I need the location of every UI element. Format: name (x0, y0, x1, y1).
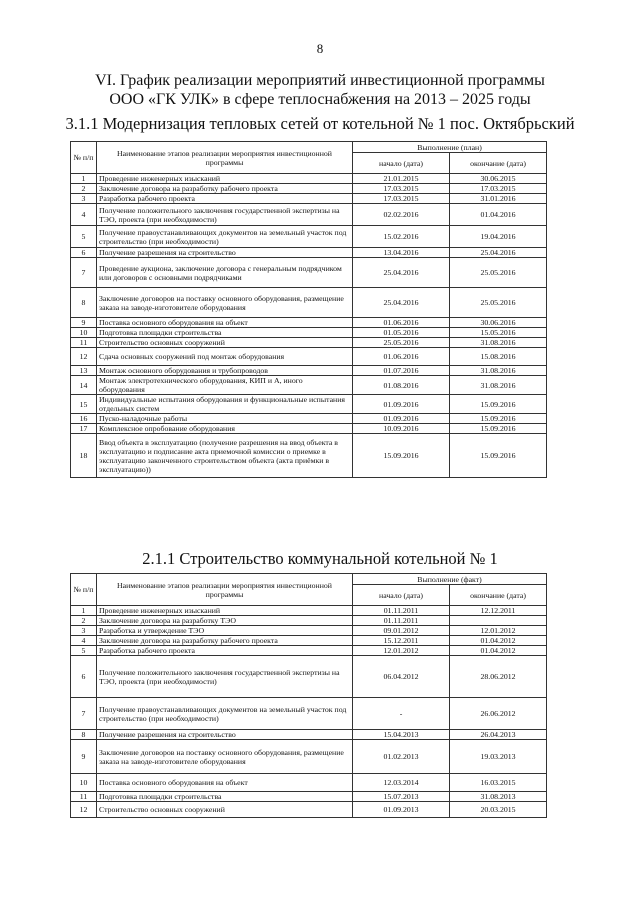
row-end-date: 15.05.2016 (450, 328, 547, 338)
table-row (71, 606, 547, 616)
title-line-1: VI. График реализации мероприятий инвестиционной программы (95, 72, 545, 89)
row-start-date: 01.05.2016 (353, 328, 450, 338)
col-header-execution: Выполнение (факт) (353, 574, 547, 585)
table-row (71, 792, 547, 802)
table-row (71, 366, 547, 376)
page-number: 8 (316, 41, 324, 56)
row-stage-name: Получение разрешения на строительство (97, 248, 353, 258)
row-stage-name: Подготовка площадки строительства (97, 792, 353, 802)
row-stage-name: Заключение договоров на поставку основного оборудования, размещение заказа на заводе-изготовителе оборудования (97, 288, 353, 318)
row-number: 7 (71, 698, 97, 730)
row-end-date: 31.08.2016 (450, 338, 547, 348)
row-stage-name: Ввод объекта в эксплуатацию (получение разрешения на ввод объекта в эксплуатацию и подписание акта приемочной комиссии о приемке в эксплуатацию законченного строительством объекта (акта приёмки в эксплуатацию)) (97, 434, 353, 478)
table-row (71, 328, 547, 338)
row-stage-name: Комплексное опробование оборудования (97, 424, 353, 434)
row-end-date: 20.03.2015 (450, 802, 547, 818)
row-end-date: 17.03.2015 (450, 184, 547, 194)
table-row (71, 802, 547, 818)
row-stage-name: Заключение договора на разработку рабочего проекта (97, 184, 353, 194)
row-start-date: 01.02.2013 (353, 740, 450, 774)
row-stage-name: Разработка и утверждение ТЭО (97, 626, 353, 636)
row-end-date: 12.12.2011 (450, 606, 547, 616)
row-start-date: 25.05.2016 (353, 338, 450, 348)
table-row (71, 288, 547, 318)
table-row (71, 204, 547, 226)
document-title (0, 71, 640, 109)
row-number: 2 (71, 184, 97, 194)
table-row (71, 626, 547, 636)
row-number: 16 (71, 414, 97, 424)
row-number: 10 (71, 328, 97, 338)
table-row (71, 656, 547, 698)
row-end-date: 25.05.2016 (450, 288, 547, 318)
row-end-date: 12.01.2012 (450, 626, 547, 636)
row-number: 14 (71, 376, 97, 395)
table-row (71, 318, 547, 328)
row-number: 2 (71, 616, 97, 626)
row-stage-name: Получение положительного заключения государственной экспертизы на ТЭО, проекта (при необходимости) (97, 204, 353, 226)
row-end-date: 25.04.2016 (450, 248, 547, 258)
table-row (71, 338, 547, 348)
row-start-date: 15.07.2013 (353, 792, 450, 802)
table-row (71, 424, 547, 434)
row-end-date (450, 616, 547, 626)
schedule-table-fact (70, 573, 547, 818)
table-row (71, 395, 547, 414)
table-row (71, 348, 547, 366)
row-start-date: 01.08.2016 (353, 376, 450, 395)
row-number: 12 (71, 348, 97, 366)
row-start-date: 15.02.2016 (353, 226, 450, 248)
table-row (71, 636, 547, 646)
row-number: 10 (71, 774, 97, 792)
row-stage-name: Получение правоустанавливающих документов на земельный участок под строительство (при необходимости) (97, 226, 353, 248)
row-start-date: 12.01.2012 (353, 646, 450, 656)
table-row (71, 698, 547, 730)
row-number: 11 (71, 792, 97, 802)
row-end-date: 28.06.2012 (450, 656, 547, 698)
row-start-date: 01.09.2013 (353, 802, 450, 818)
row-stage-name: Разработка рабочего проекта (97, 646, 353, 656)
col-header-end: окончание (дата) (450, 153, 547, 174)
row-start-date: 01.09.2016 (353, 395, 450, 414)
col-header-name: Наименование этапов реализации мероприятия инвестиционной программы (97, 142, 353, 174)
row-stage-name: Разработка рабочего проекта (97, 194, 353, 204)
row-number: 15 (71, 395, 97, 414)
row-start-date: 17.03.2015 (353, 184, 450, 194)
row-stage-name: Проведение инженерных изысканий (97, 606, 353, 616)
row-start-date: 15.04.2013 (353, 730, 450, 740)
row-stage-name: Поставка основного оборудования на объект (97, 774, 353, 792)
row-end-date: 01.04.2012 (450, 636, 547, 646)
col-header-start: начало (дата) (353, 153, 450, 174)
row-start-date: 15.12.2011 (353, 636, 450, 646)
col-header-end: окончание (дата) (450, 585, 547, 606)
row-number: 8 (71, 730, 97, 740)
row-end-date: 01.04.2016 (450, 204, 547, 226)
row-end-date: 16.03.2015 (450, 774, 547, 792)
row-start-date: 01.06.2016 (353, 348, 450, 366)
table-row (71, 730, 547, 740)
row-start-date: 01.09.2016 (353, 414, 450, 424)
row-number: 6 (71, 248, 97, 258)
table-row (71, 616, 547, 626)
row-stage-name: Сдача основных сооружений под монтаж оборудования (97, 348, 353, 366)
row-stage-name: Получение правоустанавливающих документов на земельный участок под строительство (при необходимости) (97, 698, 353, 730)
row-number: 3 (71, 626, 97, 636)
table-row (71, 646, 547, 656)
row-end-date: 15.08.2016 (450, 348, 547, 366)
row-end-date: 25.05.2016 (450, 258, 547, 288)
table-row (71, 258, 547, 288)
row-start-date: 25.04.2016 (353, 258, 450, 288)
row-number: 4 (71, 204, 97, 226)
row-start-date: 06.04.2012 (353, 656, 450, 698)
row-number: 5 (71, 646, 97, 656)
row-end-date: 30.06.2015 (450, 174, 547, 184)
col-header-execution: Выполнение (план) (353, 142, 547, 153)
row-stage-name: Получение положительного заключения государственной экспертизы на ТЭО, проекта (при необходимости) (97, 656, 353, 698)
row-start-date: 10.09.2016 (353, 424, 450, 434)
row-end-date: 15.09.2016 (450, 395, 547, 414)
row-number: 1 (71, 174, 97, 184)
row-number: 11 (71, 338, 97, 348)
row-end-date: 26.04.2013 (450, 730, 547, 740)
row-end-date: 31.08.2016 (450, 366, 547, 376)
table-row (71, 434, 547, 478)
row-stage-name: Индивидуальные испытания оборудования и функциональные испытания отдельных систем (97, 395, 353, 414)
row-number: 17 (71, 424, 97, 434)
row-number: 9 (71, 740, 97, 774)
section-2-heading: 2.1.1 Строительство коммунальной котельной № 1 (142, 549, 498, 568)
row-number: 13 (71, 366, 97, 376)
row-stage-name: Заключение договоров на поставку основного оборудования, размещение заказа на заводе-изготовителе оборудования (97, 740, 353, 774)
row-end-date: 19.03.2013 (450, 740, 547, 774)
schedule-table-plan (70, 141, 547, 478)
row-start-date: 15.09.2016 (353, 434, 450, 478)
row-stage-name: Проведение инженерных изысканий (97, 174, 353, 184)
row-stage-name: Заключение договора на разработку ТЭО (97, 616, 353, 626)
row-number: 3 (71, 194, 97, 204)
schedule-table-fact-body (71, 606, 547, 818)
table-row (71, 248, 547, 258)
table-row (71, 174, 547, 184)
row-stage-name: Поставка основного оборудования на объект (97, 318, 353, 328)
row-start-date: 25.04.2016 (353, 288, 450, 318)
section-1-heading: 3.1.1 Модернизация тепловых сетей от котельной № 1 пос. Октябрьский (65, 114, 575, 133)
row-start-date: 13.04.2016 (353, 248, 450, 258)
row-stage-name: Заключение договора на разработку рабочего проекта (97, 636, 353, 646)
schedule-table-plan-body (71, 174, 547, 478)
row-start-date: 02.02.2016 (353, 204, 450, 226)
row-number: 6 (71, 656, 97, 698)
row-start-date: - (353, 698, 450, 730)
col-header-start: начало (дата) (353, 585, 450, 606)
row-number: 12 (71, 802, 97, 818)
row-end-date: 31.08.2013 (450, 792, 547, 802)
row-end-date: 26.06.2012 (450, 698, 547, 730)
row-start-date: 01.06.2016 (353, 318, 450, 328)
row-stage-name: Подготовка площадки строительства (97, 328, 353, 338)
row-end-date: 15.09.2016 (450, 414, 547, 424)
col-header-number: № п/п (71, 142, 97, 174)
row-end-date: 31.01.2016 (450, 194, 547, 204)
row-start-date: 01.11.2011 (353, 606, 450, 616)
row-stage-name: Получение разрешения на строительство (97, 730, 353, 740)
row-end-date: 15.09.2016 (450, 434, 547, 478)
row-number: 5 (71, 226, 97, 248)
row-end-date: 31.08.2016 (450, 376, 547, 395)
row-number: 4 (71, 636, 97, 646)
table-row (71, 184, 547, 194)
table-row (71, 774, 547, 792)
row-stage-name: Монтаж электротехнического оборудования, КИП и А, иного оборудования (97, 376, 353, 395)
col-header-number: № п/п (71, 574, 97, 606)
row-end-date: 15.09.2016 (450, 424, 547, 434)
title-line-2: ООО «ГК УЛК» в сфере теплоснабжения на 2013 – 2025 годы (109, 91, 531, 108)
row-start-date: 12.03.2014 (353, 774, 450, 792)
row-number: 18 (71, 434, 97, 478)
row-stage-name: Строительство основных сооружений (97, 338, 353, 348)
table-row (71, 414, 547, 424)
row-start-date: 01.07.2016 (353, 366, 450, 376)
row-stage-name: Строительство основных сооружений (97, 802, 353, 818)
row-start-date: 17.03.2015 (353, 194, 450, 204)
row-stage-name: Проведение аукциона, заключение договора с генеральным подрядчиком или договоров с основными подрядчиками (97, 258, 353, 288)
row-end-date: 01.04.2012 (450, 646, 547, 656)
table-row (71, 740, 547, 774)
row-number: 9 (71, 318, 97, 328)
row-stage-name: Монтаж основного оборудования и трубопроводов (97, 366, 353, 376)
table-row (71, 376, 547, 395)
table-row (71, 194, 547, 204)
row-stage-name: Пуско-наладочные работы (97, 414, 353, 424)
row-start-date: 09.01.2012 (353, 626, 450, 636)
table-row (71, 226, 547, 248)
row-start-date: 21.01.2015 (353, 174, 450, 184)
row-start-date: 01.11.2011 (353, 616, 450, 626)
row-number: 8 (71, 288, 97, 318)
row-number: 1 (71, 606, 97, 616)
row-end-date: 30.06.2016 (450, 318, 547, 328)
row-number: 7 (71, 258, 97, 288)
row-end-date: 19.04.2016 (450, 226, 547, 248)
col-header-name: Наименование этапов реализации мероприятия инвестиционной программы (97, 574, 353, 606)
